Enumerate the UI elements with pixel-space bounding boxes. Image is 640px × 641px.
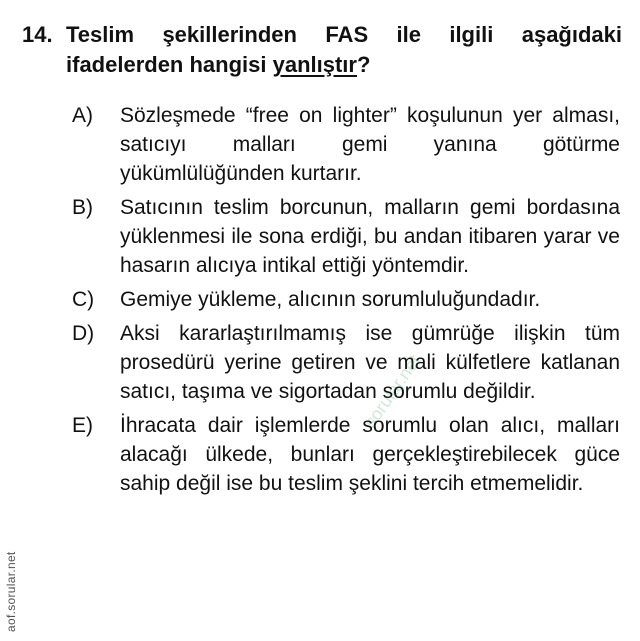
side-watermark: aof.sorular.net <box>4 551 18 632</box>
option-text: Aksi kararlaştırılmamış ise gümrüğe ilişkin tüm prosedürü yerine getiren ve mali külfetlere katlanan satıcı, taşıma ve sigortadan sorumlu değildir. <box>120 322 620 403</box>
question-mark: ? <box>356 52 371 77</box>
question-number: 14. <box>22 22 53 47</box>
option-letter: C) <box>72 288 95 311</box>
option-letter: B) <box>72 196 93 219</box>
option-letter: D) <box>72 322 95 345</box>
diagonal-watermark: sorular.net <box>360 351 425 432</box>
option-text: Gemiye yükleme, alıcının sorumluluğundadır. <box>120 288 541 311</box>
option-letter: E) <box>72 414 93 437</box>
question-text <box>66 20 622 80</box>
answer-options <box>72 101 620 503</box>
option-a[interactable] <box>72 101 620 188</box>
option-c[interactable] <box>72 285 620 314</box>
option-text: Satıcının teslim borcunun, malların gemi bordasına yüklenmesi ile sona erdiği, bu andan itibaren yarar ve hasarın alıcıya intikal ettiği yöntemdir. <box>120 196 620 277</box>
question-stem: Teslim şekillerinden FAS ile ilgili aşağıdaki ifadelerden hangisi <box>66 22 622 77</box>
option-text: İhracata dair işlemlerde sorumlu olan alıcı, malları alacağı ülkede, bunları gerçekleştirebilecek güce sahip değil ise bu teslim şeklini tercih etmemelidir. <box>120 414 620 495</box>
question-emphasis: yanlıştır <box>272 52 357 77</box>
option-b[interactable] <box>72 193 620 280</box>
option-text: Sözleşmede “free on lighter” koşulunun yer alması, satıcıyı malları gemi yanına götürme yükümlülüğünden kurtarır. <box>120 104 620 185</box>
option-letter: A) <box>72 104 93 127</box>
option-e[interactable] <box>72 411 620 498</box>
option-d[interactable] <box>72 319 620 406</box>
question <box>22 20 622 80</box>
